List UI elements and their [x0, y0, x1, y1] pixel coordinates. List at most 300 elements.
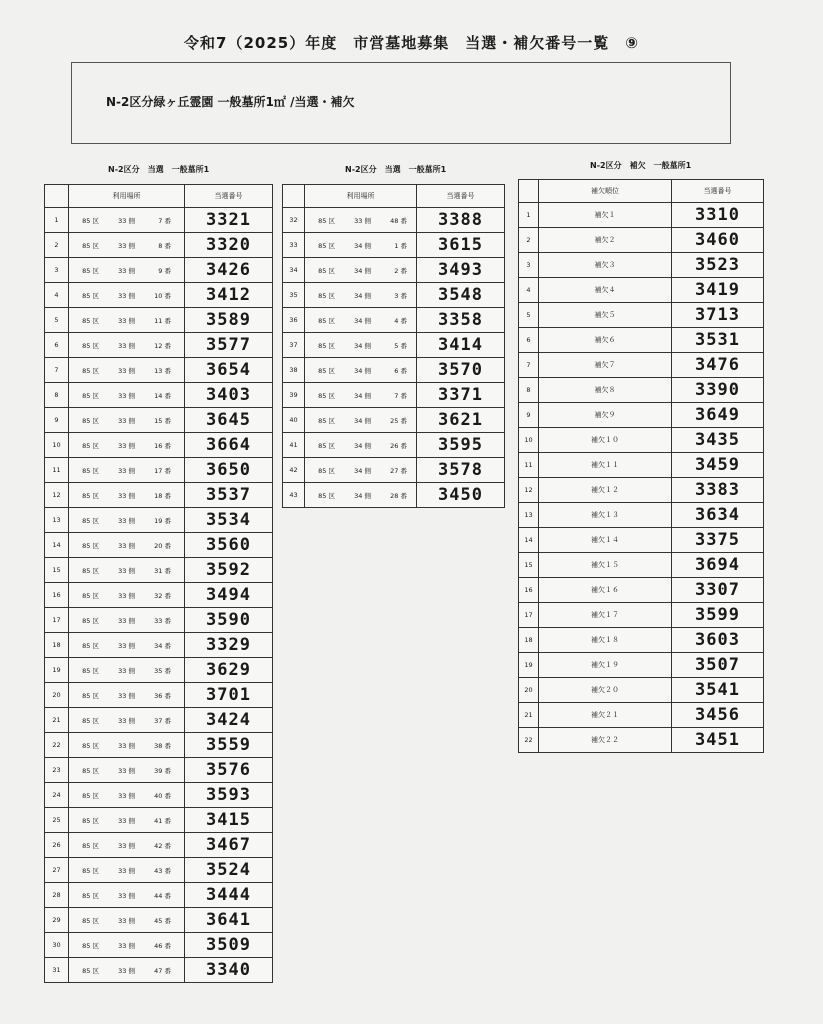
table-row: [45, 633, 273, 658]
row-text: 34 側: [354, 341, 371, 350]
plot-text: 6 番: [394, 366, 407, 375]
row-text: 34 側: [354, 491, 371, 500]
row-number: 12: [519, 478, 539, 503]
waitlist-number: 3383: [672, 478, 764, 503]
waitlist-number: 3460: [672, 228, 764, 253]
row-text: 33 側: [118, 366, 135, 375]
waitlist-rank: 補欠１１: [539, 453, 672, 478]
waitlist-number: 3603: [672, 628, 764, 653]
winning-number: 3534: [185, 508, 273, 533]
row-number: 37: [283, 333, 305, 358]
row-text: 34 側: [354, 291, 371, 300]
location-cell: [69, 408, 185, 433]
area-text: 85 区: [318, 491, 335, 500]
table-row: [283, 408, 505, 433]
winning-number: 3493: [417, 258, 505, 283]
location-cell: [69, 558, 185, 583]
plot-text: 31 番: [154, 566, 171, 575]
winning-number: 3450: [417, 483, 505, 508]
table-row: [519, 203, 764, 228]
winning-number: 3592: [185, 558, 273, 583]
row-text: 33 側: [118, 816, 135, 825]
waitlist-rank: 補欠５: [539, 303, 672, 328]
area-text: 85 区: [82, 541, 99, 550]
header-location: 利用場所: [305, 185, 417, 208]
winning-number: 3321: [185, 208, 273, 233]
row-text: 33 側: [118, 591, 135, 600]
waitlist-number: 3694: [672, 553, 764, 578]
area-text: 85 区: [82, 966, 99, 975]
winning-number: 3537: [185, 483, 273, 508]
table-row: [519, 728, 764, 753]
winning-number: 3593: [185, 783, 273, 808]
table-row: [283, 358, 505, 383]
table1-caption: N-2区分 当選 一般墓所1: [108, 165, 210, 174]
location-cell: [305, 233, 417, 258]
area-text: 85 区: [82, 316, 99, 325]
table-row: [45, 783, 273, 808]
row-text: 34 側: [354, 366, 371, 375]
row-text: 33 側: [118, 766, 135, 775]
table-row: [45, 883, 273, 908]
table-row: [45, 233, 273, 258]
area-text: 85 区: [82, 941, 99, 950]
area-text: 85 区: [82, 716, 99, 725]
waitlist-number: 3459: [672, 453, 764, 478]
winning-number: 3414: [417, 333, 505, 358]
plot-text: 10 番: [154, 291, 171, 300]
plot-text: 28 番: [390, 491, 407, 500]
location-cell: [69, 708, 185, 733]
area-text: 85 区: [82, 466, 99, 475]
location-cell: [305, 308, 417, 333]
row-number: 17: [519, 603, 539, 628]
table-row: [519, 428, 764, 453]
winning-number: 3615: [417, 233, 505, 258]
waitlist-number: 3541: [672, 678, 764, 703]
row-text: 33 側: [118, 891, 135, 900]
winning-number: 3412: [185, 283, 273, 308]
row-number: 19: [45, 658, 69, 683]
plot-text: 12 番: [154, 341, 171, 350]
row-number: 6: [519, 328, 539, 353]
row-text: 33 側: [118, 841, 135, 850]
location-cell: [69, 833, 185, 858]
table-row: [45, 808, 273, 833]
area-text: 85 区: [318, 241, 335, 250]
location-cell: [69, 533, 185, 558]
table-row: [45, 433, 273, 458]
winners-table-2: [282, 184, 505, 508]
subtitle-box: [71, 62, 731, 144]
table-row: [519, 278, 764, 303]
location-cell: [305, 208, 417, 233]
plot-text: 42 番: [154, 841, 171, 850]
plot-text: 2 番: [394, 266, 407, 275]
header-no: [283, 185, 305, 208]
plot-text: 5 番: [394, 341, 407, 350]
area-text: 85 区: [82, 266, 99, 275]
winning-number: 3590: [185, 608, 273, 633]
area-text: 85 区: [82, 591, 99, 600]
plot-text: 19 番: [154, 516, 171, 525]
table-row: [283, 258, 505, 283]
row-number: 40: [283, 408, 305, 433]
area-text: 85 区: [82, 416, 99, 425]
row-number: 27: [45, 858, 69, 883]
row-text: 33 側: [118, 291, 135, 300]
table-header-row: [283, 185, 505, 208]
table-row: [45, 708, 273, 733]
area-text: 85 区: [82, 441, 99, 450]
row-text: 33 側: [118, 716, 135, 725]
waitlist-number: 3531: [672, 328, 764, 353]
waitlist-rank: 補欠１７: [539, 603, 672, 628]
table-row: [45, 458, 273, 483]
location-cell: [69, 858, 185, 883]
location-cell: [69, 383, 185, 408]
row-number: 28: [45, 883, 69, 908]
plot-text: 26 番: [390, 441, 407, 450]
row-number: 19: [519, 653, 539, 678]
row-text: 33 側: [118, 966, 135, 975]
waitlist-rank: 補欠８: [539, 378, 672, 403]
row-number: 18: [45, 633, 69, 658]
area-text: 85 区: [82, 241, 99, 250]
row-text: 33 側: [118, 466, 135, 475]
plot-text: 3 番: [394, 291, 407, 300]
waitlist-rank: 補欠１６: [539, 578, 672, 603]
table-row: [283, 458, 505, 483]
winning-number: 3509: [185, 933, 273, 958]
row-number: 7: [519, 353, 539, 378]
row-number: 4: [519, 278, 539, 303]
plot-text: 20 番: [154, 541, 171, 550]
row-text: 33 側: [118, 866, 135, 875]
area-text: 85 区: [82, 691, 99, 700]
row-text: 33 側: [118, 916, 135, 925]
table-row: [45, 283, 273, 308]
waitlist-number: 3375: [672, 528, 764, 553]
row-number: 20: [45, 683, 69, 708]
row-number: 33: [283, 233, 305, 258]
row-number: 32: [283, 208, 305, 233]
location-cell: [69, 258, 185, 283]
plot-text: 4 番: [394, 316, 407, 325]
winning-number: 3664: [185, 433, 273, 458]
plot-text: 9 番: [158, 266, 171, 275]
table-row: [45, 508, 273, 533]
location-cell: [69, 583, 185, 608]
row-number: 43: [283, 483, 305, 508]
plot-text: 47 番: [154, 966, 171, 975]
table-row: [519, 603, 764, 628]
plot-text: 1 番: [394, 241, 407, 250]
plot-text: 34 番: [154, 641, 171, 650]
plot-text: 13 番: [154, 366, 171, 375]
winning-number: 3329: [185, 633, 273, 658]
area-text: 85 区: [82, 641, 99, 650]
location-cell: [305, 483, 417, 508]
plot-text: 41 番: [154, 816, 171, 825]
winning-number: 3320: [185, 233, 273, 258]
header-rank: 補欠順位: [539, 180, 672, 203]
table-row: [283, 333, 505, 358]
row-number: 36: [283, 308, 305, 333]
location-cell: [305, 383, 417, 408]
row-number: 16: [45, 583, 69, 608]
table-row: [45, 933, 273, 958]
table-row: [283, 283, 505, 308]
row-number: 6: [45, 333, 69, 358]
plot-text: 8 番: [158, 241, 171, 250]
plot-text: 32 番: [154, 591, 171, 600]
plot-text: 7 番: [394, 391, 407, 400]
location-cell: [305, 283, 417, 308]
waitlist-number: 3435: [672, 428, 764, 453]
area-text: 85 区: [318, 441, 335, 450]
row-number: 15: [519, 553, 539, 578]
waitlist-rank: 補欠１５: [539, 553, 672, 578]
plot-text: 25 番: [390, 416, 407, 425]
row-text: 33 側: [118, 941, 135, 950]
row-text: 34 側: [354, 391, 371, 400]
waitlist-rank: 補欠１: [539, 203, 672, 228]
location-cell: [69, 658, 185, 683]
winning-number: 3444: [185, 883, 273, 908]
winning-number: 3589: [185, 308, 273, 333]
waitlist-number: 3523: [672, 253, 764, 278]
waitlist-rank: 補欠１０: [539, 428, 672, 453]
row-number: 1: [519, 203, 539, 228]
table-row: [519, 403, 764, 428]
row-text: 33 側: [118, 541, 135, 550]
area-text: 85 区: [82, 766, 99, 775]
row-number: 20: [519, 678, 539, 703]
area-text: 85 区: [82, 741, 99, 750]
winning-number: 3645: [185, 408, 273, 433]
plot-text: 11 番: [154, 316, 171, 325]
area-text: 85 区: [318, 291, 335, 300]
row-number: 34: [283, 258, 305, 283]
waitlist-number: 3451: [672, 728, 764, 753]
area-text: 85 区: [318, 341, 335, 350]
row-text: 33 側: [118, 566, 135, 575]
header-no: [45, 185, 69, 208]
winning-number: 3577: [185, 333, 273, 358]
row-number: 17: [45, 608, 69, 633]
row-number: 4: [45, 283, 69, 308]
table-row: [519, 353, 764, 378]
plot-text: 38 番: [154, 741, 171, 750]
location-cell: [305, 408, 417, 433]
table-row: [519, 653, 764, 678]
location-cell: [69, 458, 185, 483]
row-number: 14: [519, 528, 539, 553]
winning-number: 3388: [417, 208, 505, 233]
row-text: 33 側: [118, 516, 135, 525]
winning-number: 3629: [185, 658, 273, 683]
row-text: 33 側: [118, 691, 135, 700]
location-cell: [305, 458, 417, 483]
location-cell: [69, 758, 185, 783]
row-text: 34 側: [354, 316, 371, 325]
table-row: [45, 608, 273, 633]
waitlist-rank: 補欠１８: [539, 628, 672, 653]
row-number: 38: [283, 358, 305, 383]
location-cell: [69, 883, 185, 908]
location-cell: [305, 258, 417, 283]
table-row: [519, 503, 764, 528]
plot-text: 48 番: [390, 216, 407, 225]
waitlist-number: 3390: [672, 378, 764, 403]
area-text: 85 区: [82, 291, 99, 300]
area-text: 85 区: [318, 366, 335, 375]
row-number: 2: [519, 228, 539, 253]
header-number: 当選番号: [672, 180, 764, 203]
area-text: 85 区: [82, 391, 99, 400]
area-text: 85 区: [82, 841, 99, 850]
table-row: [283, 233, 505, 258]
area-text: 85 区: [82, 816, 99, 825]
row-number: 26: [45, 833, 69, 858]
row-number: 11: [45, 458, 69, 483]
row-number: 1: [45, 208, 69, 233]
waitlist-number: 3507: [672, 653, 764, 678]
table-row: [519, 303, 764, 328]
row-text: 33 側: [118, 741, 135, 750]
table-row: [45, 958, 273, 983]
plot-text: 17 番: [154, 466, 171, 475]
table-row: [283, 433, 505, 458]
row-number: 10: [45, 433, 69, 458]
table-row: [283, 208, 505, 233]
area-text: 85 区: [318, 216, 335, 225]
location-cell: [69, 908, 185, 933]
waitlist-table: [518, 179, 764, 753]
table-row: [519, 703, 764, 728]
row-text: 33 側: [118, 391, 135, 400]
header-location: 利用場所: [69, 185, 185, 208]
subtitle-text: N-2区分緑ヶ丘霊園 一般墓所1㎡ /当選・補欠: [106, 95, 355, 109]
waitlist-rank: 補欠２２: [539, 728, 672, 753]
table-row: [519, 628, 764, 653]
row-number: 29: [45, 908, 69, 933]
location-cell: [69, 958, 185, 983]
row-number: 35: [283, 283, 305, 308]
waitlist-rank: 補欠１４: [539, 528, 672, 553]
winning-number: 3650: [185, 458, 273, 483]
winning-number: 3548: [417, 283, 505, 308]
row-number: 12: [45, 483, 69, 508]
row-number: 7: [45, 358, 69, 383]
table3-caption: N-2区分 補欠 一般墓所1: [590, 161, 692, 170]
plot-text: 7 番: [158, 216, 171, 225]
waitlist-rank: 補欠９: [539, 403, 672, 428]
area-text: 85 区: [82, 216, 99, 225]
plot-text: 33 番: [154, 616, 171, 625]
table2-caption: N-2区分 当選 一般墓所1: [345, 165, 447, 174]
table-row: [45, 533, 273, 558]
location-cell: [69, 608, 185, 633]
waitlist-rank: 補欠４: [539, 278, 672, 303]
plot-text: 27 番: [390, 466, 407, 475]
table-row: [45, 733, 273, 758]
winning-number: 3578: [417, 458, 505, 483]
row-text: 33 側: [118, 641, 135, 650]
waitlist-rank: 補欠６: [539, 328, 672, 353]
plot-text: 16 番: [154, 441, 171, 450]
plot-text: 44 番: [154, 891, 171, 900]
location-cell: [69, 508, 185, 533]
table-row: [519, 553, 764, 578]
row-text: 33 側: [118, 341, 135, 350]
row-number: 30: [45, 933, 69, 958]
row-text: 33 側: [118, 616, 135, 625]
area-text: 85 区: [318, 391, 335, 400]
winning-number: 3467: [185, 833, 273, 858]
waitlist-rank: 補欠１３: [539, 503, 672, 528]
area-text: 85 区: [318, 316, 335, 325]
table-row: [519, 253, 764, 278]
row-text: 33 側: [354, 216, 371, 225]
winning-number: 3621: [417, 408, 505, 433]
row-number: 5: [45, 308, 69, 333]
row-number: 3: [519, 253, 539, 278]
winning-number: 3576: [185, 758, 273, 783]
plot-text: 46 番: [154, 941, 171, 950]
row-number: 31: [45, 958, 69, 983]
table-row: [519, 478, 764, 503]
plot-text: 35 番: [154, 666, 171, 675]
row-number: 11: [519, 453, 539, 478]
header-number: 当選番号: [185, 185, 273, 208]
table-row: [45, 408, 273, 433]
location-cell: [69, 483, 185, 508]
winning-number: 3641: [185, 908, 273, 933]
row-text: 33 側: [118, 316, 135, 325]
table-row: [519, 528, 764, 553]
row-number: 22: [45, 733, 69, 758]
area-text: 85 区: [318, 266, 335, 275]
table-row: [45, 258, 273, 283]
row-number: 9: [519, 403, 539, 428]
location-cell: [69, 233, 185, 258]
winning-number: 3371: [417, 383, 505, 408]
winning-number: 3701: [185, 683, 273, 708]
winning-number: 3426: [185, 258, 273, 283]
table-row: [45, 358, 273, 383]
waitlist-rank: 補欠２１: [539, 703, 672, 728]
location-cell: [69, 208, 185, 233]
table-row: [45, 683, 273, 708]
area-text: 85 区: [318, 416, 335, 425]
waitlist-number: 3634: [672, 503, 764, 528]
table-row: [519, 578, 764, 603]
winning-number: 3403: [185, 383, 273, 408]
waitlist-number: 3419: [672, 278, 764, 303]
row-number: 8: [45, 383, 69, 408]
winning-number: 3340: [185, 958, 273, 983]
table-row: [45, 758, 273, 783]
plot-text: 18 番: [154, 491, 171, 500]
row-number: 23: [45, 758, 69, 783]
area-text: 85 区: [82, 866, 99, 875]
row-text: 33 側: [118, 791, 135, 800]
table-row: [45, 833, 273, 858]
row-number: 14: [45, 533, 69, 558]
row-text: 33 側: [118, 416, 135, 425]
